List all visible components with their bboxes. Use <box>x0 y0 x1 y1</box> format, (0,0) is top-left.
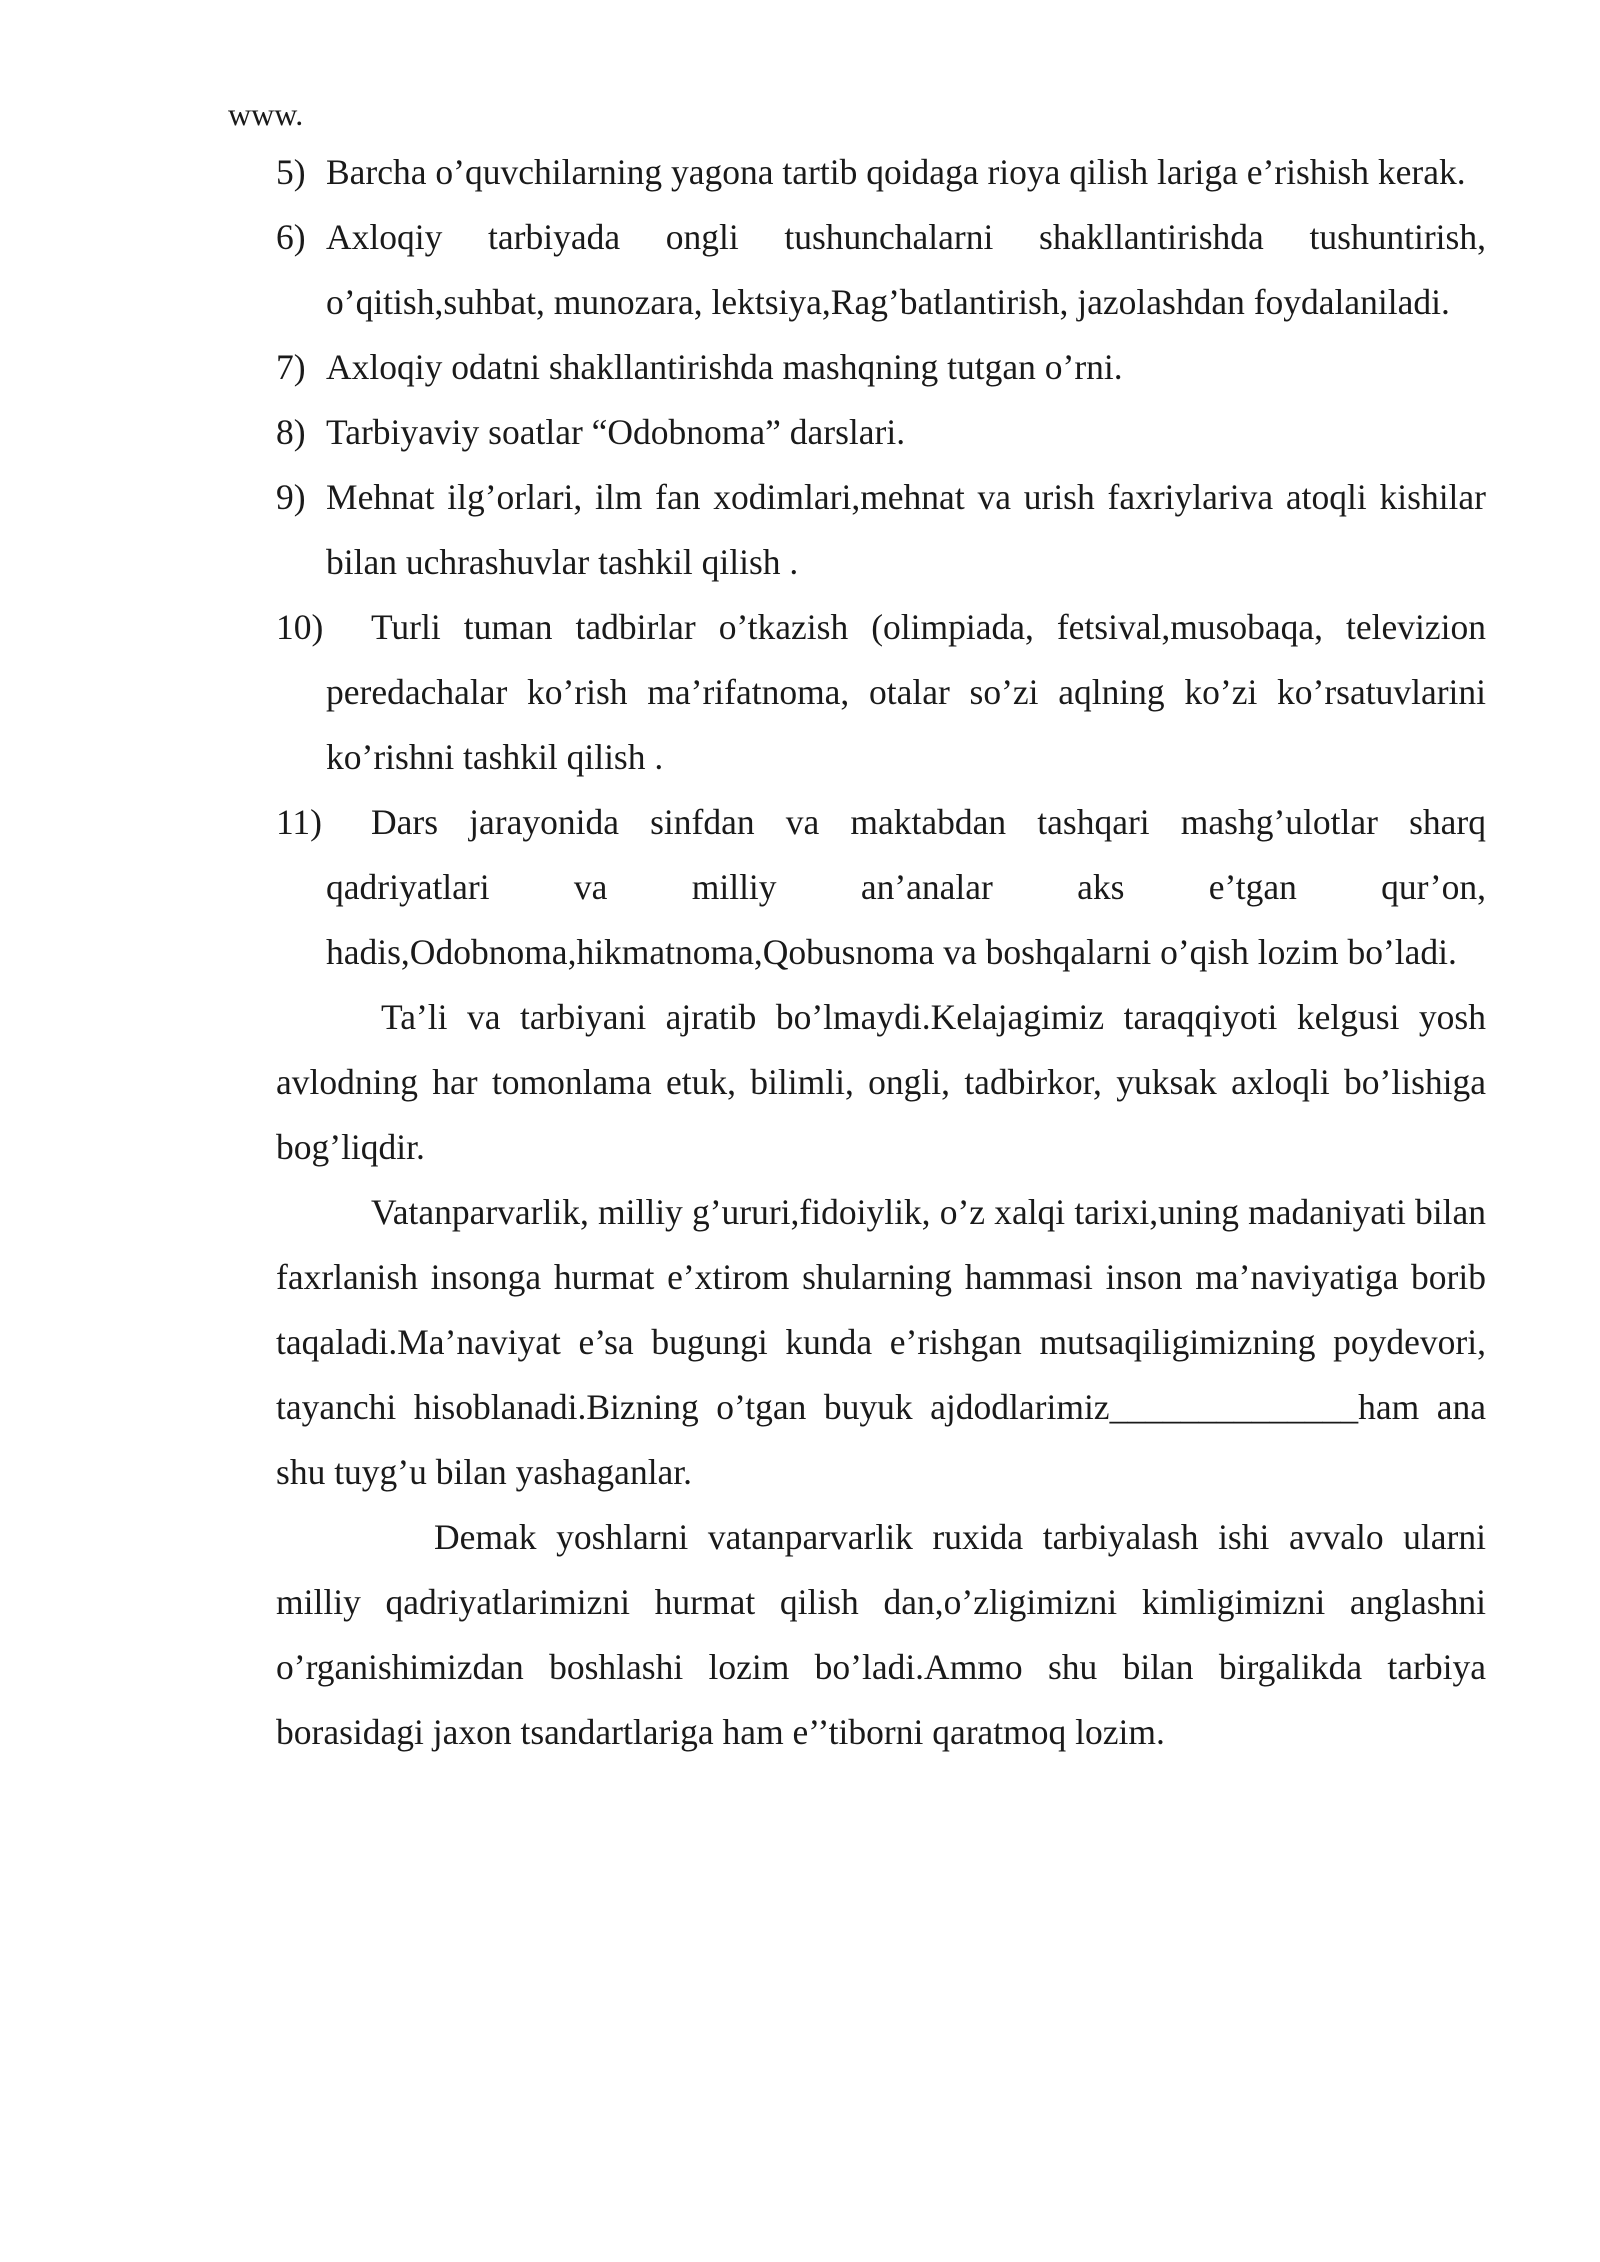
list-item <box>276 400 1486 465</box>
list-item-text: Axloqiy tarbiyada ongli tushunchalarni shakllantirishda tushuntirish, o’qitish,suhbat, munozara, lektsiya,Rag’batlantirish, jazolashdan foydalaniladi. <box>326 217 1486 322</box>
list-item-number: 5) <box>276 152 306 192</box>
list-item-text: Dars jarayonida sinfdan va maktabdan tashqari mashg’ulotlar sharq qadriyatlari va milliy an’analar aks e’tgan qur’on, hadis,Odobnoma,hikmatnoma,Qobusnoma va boshqalarni o’qish lozim bo’ladi. <box>326 802 1486 972</box>
list-item <box>276 140 1486 205</box>
body-paragraph: Vatanparvarlik, milliy g’ururi,fidoiylik, o’z xalqi tarixi,uning madaniyati bilan faxrlanish insonga hurmat e’xtirom shularning hammasi inson ma’naviyatiga borib taqaladi.Ma’naviyat e’sa bugungi kunda e’rishgan mutsaqiligimizning poydevori, tayanchi hisoblanadi.Bizning o’tgan buyuk ajdodlarimiz______________ham ana shu tuyg’u bilan yashaganlar. <box>276 1192 1486 1492</box>
body-paragraph: Ta’li va tarbiyani ajratib bo’lmaydi.Kelajagimiz taraqqiyoti kelgusi yosh avlodning har tomonlama etuk, bilimli, ongli, tadbirkor, yuksak axloqli bo’lishiga bog’liqdir. <box>276 997 1486 1167</box>
numbered-list <box>276 140 1486 985</box>
list-item-text: Axloqiy odatni shakllantirishda mashqning tutgan o’rni. <box>326 347 1123 387</box>
list-item-number: 6) <box>276 217 306 257</box>
list-item-text: Mehnat ilg’orlari, ilm fan xodimlari,mehnat va urish faxriylariva atoqli kishilar bilan uchrashuvlar tashkil qilish . <box>326 477 1486 582</box>
list-item-number: 8) <box>276 412 306 452</box>
body-paragraph: Demak yoshlarni vatanparvarlik ruxida tarbiyalash ishi avvalo ularni milliy qadriyatlarimizni hurmat qilish dan,o’zligimizni kimligimizni anglashni o’rganishimizdan boshlashi lozim bo’ladi.Ammo shu bilan birgalikda tarbiya borasidagi jaxon tsandartlariga ham e’’tiborni qaratmoq lozim. <box>276 1517 1486 1752</box>
document-body <box>276 140 1486 1765</box>
list-item <box>276 790 1486 985</box>
list-item-text: Tarbiyaviy soatlar “Odobnoma” darslari. <box>326 412 906 452</box>
list-item <box>276 595 1486 790</box>
list-item-text: Turli tuman tadbirlar o’tkazish (olimpiada, fetsival,musobaqa, televizion peredachalar ko’rish ma’rifatnoma, otalar so’zi aqlning ko’zi ko’rsatuvlarini ko’rishni tashkil qilish . <box>326 607 1486 777</box>
list-item-text: Barcha o’quvchilarning yagona tartib qoidaga rioya qilish lariga e’rishish kerak. <box>326 152 1466 192</box>
header-text: www. <box>228 96 304 132</box>
list-item-number: 9) <box>276 477 306 517</box>
list-item-number: 7) <box>276 347 306 387</box>
list-item-number: 11) <box>276 802 323 842</box>
list-item <box>276 335 1486 400</box>
list-item <box>276 205 1486 335</box>
list-item <box>276 465 1486 595</box>
list-item-number: 10) <box>276 607 324 647</box>
